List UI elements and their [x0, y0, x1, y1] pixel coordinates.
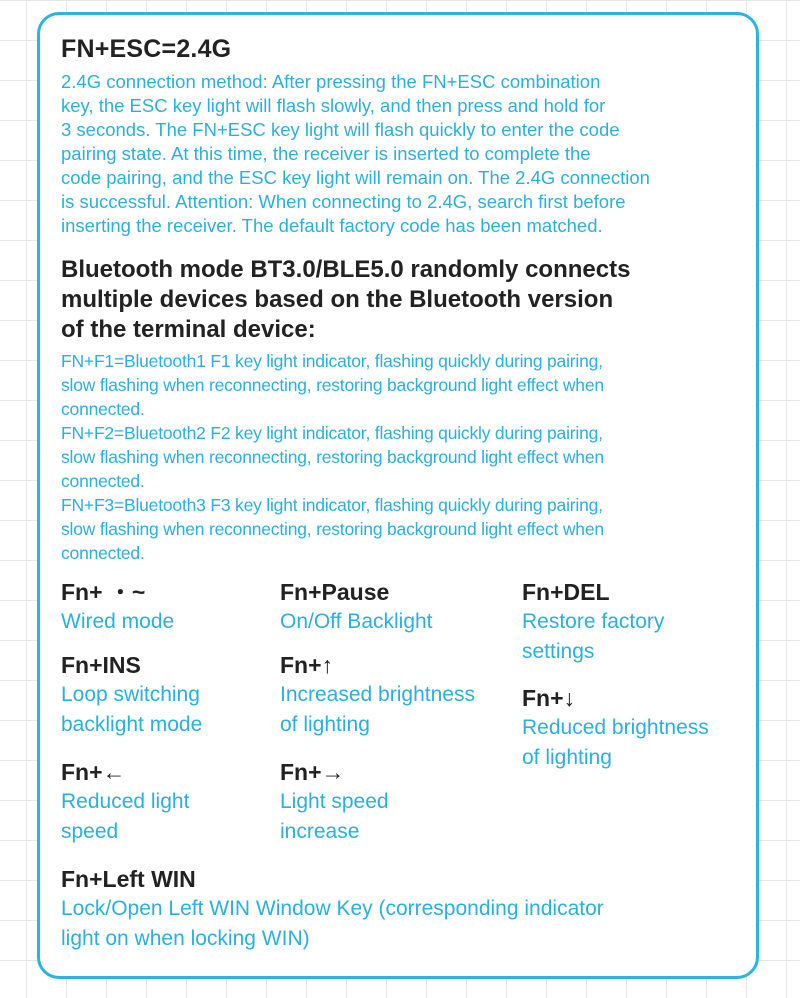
esc-line: key, the ESC key light will flash slowly, and then press and hold for — [61, 95, 606, 116]
shortcut-speed-up — [280, 757, 389, 847]
bluetooth-line: slow flashing when reconnecting, restoring background light effect when — [61, 519, 604, 539]
shortcut-description: Increased brightness — [280, 683, 475, 706]
bluetooth-line: FN+F2=Bluetooth2 F2 key light indicator, flashing quickly during pairing, — [61, 423, 603, 443]
shortcut-description: of lighting — [280, 713, 370, 736]
shortcut-brightness-up — [280, 650, 475, 740]
bluetooth-pairing-list — [61, 349, 753, 565]
shortcut-backlight-toggle — [280, 577, 433, 637]
shortcut-key: Fn+Pause — [280, 579, 390, 605]
bluetooth-line: slow flashing when reconnecting, restoring background light effect when — [61, 447, 604, 467]
shortcut-description: Lock/Open Left WIN Window Key (corresponding indicator — [61, 897, 604, 920]
bluetooth-title-line: Bluetooth mode BT3.0/BLE5.0 randomly connects — [61, 256, 631, 283]
shortcut-description: speed — [61, 820, 119, 843]
shortcut-description: On/Off Backlight — [280, 610, 433, 633]
esc-line: code pairing, and the ESC key light will remain on. The 2.4G connection — [61, 167, 650, 188]
bluetooth-line: slow flashing when reconnecting, restoring background light effect when — [61, 375, 604, 395]
shortcut-key: Fn+→ — [280, 759, 345, 785]
bluetooth-line: connected. — [61, 543, 145, 563]
shortcut-description: Wired mode — [61, 610, 175, 633]
esc-line: is successful. Attention: When connecting to 2.4G, search first before — [61, 191, 626, 212]
shortcut-key: Fn+INS — [61, 652, 141, 678]
esc-line: 2.4G connection method: After pressing the FN+ESC combination — [61, 71, 601, 92]
shortcut-brightness-down — [522, 683, 709, 773]
shortcut-key: Fn+DEL — [522, 579, 610, 605]
esc-line: 3 seconds. The FN+ESC key light will flash quickly to enter the code — [61, 119, 620, 140]
shortcut-description: Reduced brightness — [522, 716, 709, 739]
bluetooth-line: connected. — [61, 471, 145, 491]
shortcut-description: increase — [280, 820, 360, 843]
bluetooth-line: FN+F3=Bluetooth3 F3 key light indicator, flashing quickly during pairing, — [61, 495, 603, 515]
shortcut-description: of lighting — [522, 746, 612, 769]
shortcut-description: settings — [522, 640, 595, 663]
shortcut-description: light on when locking WIN) — [61, 927, 310, 950]
bluetooth-title-line: multiple devices based on the Bluetooth version — [61, 286, 614, 313]
shortcut-win-lock — [61, 864, 604, 954]
shortcut-key: Fn+Left WIN — [61, 866, 196, 892]
bluetooth-title-line: of the terminal device: — [61, 316, 316, 343]
shortcut-description: Loop switching — [61, 683, 200, 706]
bluetooth-section-title — [61, 255, 751, 345]
esc-line: pairing state. At this time, the receiver is inserted to complete the — [61, 143, 591, 164]
shortcut-key: Fn+↑ — [280, 652, 334, 678]
shortcut-description: Reduced light — [61, 790, 190, 813]
shortcut-description: Light speed — [280, 790, 389, 813]
shortcut-speed-down — [61, 757, 189, 847]
esc-section-description — [61, 70, 751, 238]
bluetooth-line: FN+F1=Bluetooth1 F1 key light indicator, flashing quickly during pairing, — [61, 351, 603, 371]
shortcut-key: Fn+↓ — [522, 685, 576, 711]
esc-section-title: FN+ESC=2.4G — [61, 35, 232, 63]
bluetooth-line: connected. — [61, 399, 145, 419]
shortcut-key: Fn+← — [61, 759, 126, 785]
shortcut-loop-backlight — [61, 650, 202, 740]
shortcut-wired-mode — [61, 577, 174, 637]
esc-line: inserting the receiver. The default factory code has been matched. — [61, 215, 603, 236]
shortcut-key: Fn+ ・~ — [61, 579, 146, 605]
shortcut-description: backlight mode — [61, 713, 203, 736]
shortcut-description: Restore factory — [522, 610, 665, 633]
shortcut-factory-restore — [522, 577, 664, 667]
